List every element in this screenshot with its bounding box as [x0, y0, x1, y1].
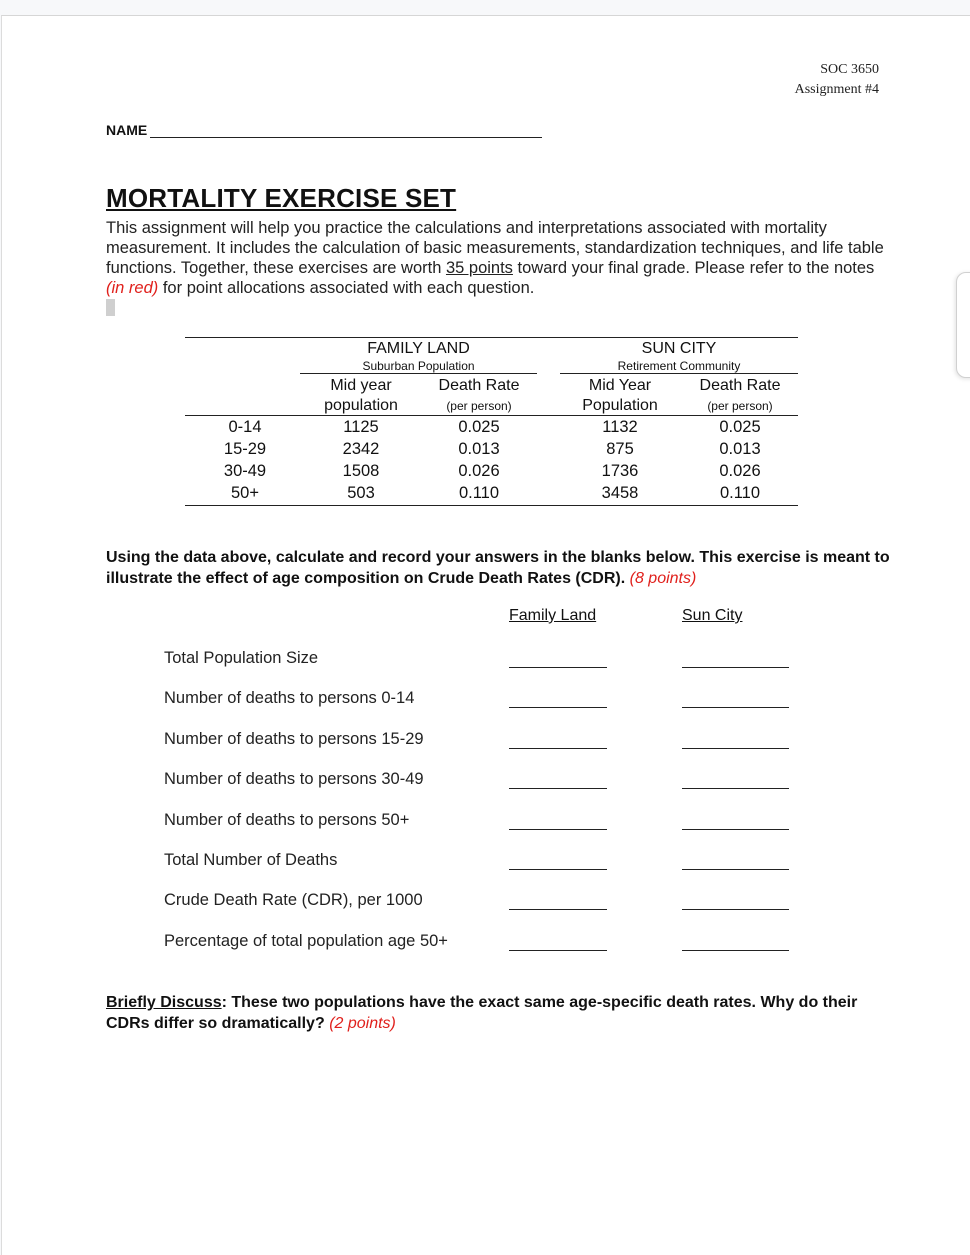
intro-points: 35 points — [445, 259, 513, 277]
answer-blank-family-land[interactable] — [509, 788, 607, 789]
answer-blank-family-land[interactable] — [509, 950, 607, 951]
name-blank-line[interactable] — [150, 123, 542, 138]
col-header-line: Mid year — [330, 377, 392, 394]
answer-blank-sun-city[interactable] — [682, 909, 789, 910]
page-title: MORTALITY EXERCISE SET — [106, 183, 457, 213]
sun-city-group-rule — [560, 373, 798, 374]
table-cell: 0.013 — [719, 440, 761, 458]
calc-row-label: Crude Death Rate (CDR), per 1000 — [164, 891, 423, 909]
calc-row-label: Number of deaths to persons 15-29 — [164, 730, 424, 748]
col-header-line: Death Rate — [699, 377, 781, 394]
question-instructions — [106, 547, 896, 589]
family-land-group-rule — [300, 373, 537, 374]
discuss-text: These two populations have the exact same age-specific death rates. Why do their CDRs differ so dramatically? — [106, 994, 858, 1032]
calc-row-label: Total Population Size — [164, 649, 319, 667]
text-cursor — [106, 299, 115, 316]
answer-blank-sun-city[interactable] — [682, 667, 789, 668]
answer-blank-sun-city[interactable] — [682, 788, 789, 789]
table-cell: 0.026 — [719, 462, 761, 480]
course-header — [795, 60, 879, 100]
answer-blank-sun-city[interactable] — [682, 869, 789, 870]
discuss-colon: : — [221, 994, 227, 1011]
col-header-line: Population — [582, 397, 658, 414]
discuss-label: Briefly Discuss — [106, 994, 222, 1011]
question-text: Using the data above, calculate and record your answers in the blanks below. This exercise is meant to illustrate the effect of age composition on Crude Death Rates (CDR). — [106, 549, 890, 587]
discussion-question — [106, 992, 896, 1034]
group-sun-city-subtitle: Retirement Community — [617, 359, 741, 373]
table-cell: 0.025 — [719, 418, 761, 436]
name-field — [106, 122, 542, 138]
answer-blank-family-land[interactable] — [509, 707, 607, 708]
answer-blank-sun-city[interactable] — [682, 950, 789, 951]
side-panel-tab[interactable] — [956, 272, 970, 378]
table-cell: 1125 — [343, 418, 379, 436]
table-cell: 1736 — [601, 462, 639, 480]
calc-row-label: Percentage of total population age 50+ — [164, 932, 448, 950]
answer-blank-family-land[interactable] — [509, 748, 607, 749]
answer-blank-family-land[interactable] — [509, 909, 607, 910]
table-cell: 0.110 — [458, 484, 500, 502]
table-cell: 1132 — [602, 418, 638, 436]
col-header-line: population — [324, 397, 398, 414]
intro-paragraph — [106, 218, 896, 298]
answer-col-sun-city: Sun City — [682, 607, 743, 624]
table-cell: 0.026 — [458, 462, 500, 480]
group-sun-city: SUN CITY — [641, 340, 717, 357]
answer-blank-family-land[interactable] — [509, 667, 607, 668]
col-header-sub: (per person) — [446, 399, 512, 413]
intro-text-3: for point allocations associated with each question. — [158, 279, 535, 297]
population-table — [185, 337, 798, 507]
table-cell: 0.013 — [458, 440, 500, 458]
answer-blank-sun-city[interactable] — [682, 748, 789, 749]
group-family-land-subtitle: Suburban Population — [362, 359, 475, 373]
question-points: (8 points) — [629, 570, 697, 587]
col-header-fl-population — [311, 376, 411, 416]
assignment-number: Assignment #4 — [794, 82, 879, 97]
table-cell: 1508 — [342, 462, 380, 480]
answer-col-family-land: Family Land — [509, 607, 597, 624]
calc-row-label: Number of deaths to persons 30-49 — [164, 770, 424, 788]
intro-red-note: (in red) — [106, 279, 159, 297]
course-code: SOC 3650 — [820, 62, 879, 77]
table-cell: 3458 — [601, 484, 639, 502]
age-group-cell: 50+ — [231, 484, 259, 502]
table-bottom-rule — [185, 505, 798, 506]
answer-blank-family-land[interactable] — [509, 869, 607, 870]
discuss-points: (2 points) — [329, 1015, 396, 1032]
table-cell: 0.110 — [719, 484, 761, 502]
table-top-rule — [185, 337, 798, 338]
answer-blank-family-land[interactable] — [509, 829, 607, 830]
intro-text-2: toward your final grade. Please refer to the notes — [512, 259, 875, 277]
table-cell: 2342 — [342, 440, 380, 458]
name-label: NAME — [106, 122, 148, 138]
col-header-line: Mid Year — [588, 377, 652, 394]
col-header-sc-death-rate — [690, 376, 790, 416]
intro-text-1: This assignment will help you practice the calculations and interpretations associated with mortality measurement. It includes the calculation of basic measurements, standardization techniques, and life table functions. Together, these exercises are worth — [106, 219, 884, 277]
group-family-land: FAMILY LAND — [367, 340, 470, 357]
table-cell: 0.025 — [458, 418, 500, 436]
calc-row-label: Number of deaths to persons 0-14 — [164, 689, 415, 707]
answer-blank-sun-city[interactable] — [682, 707, 789, 708]
age-group-cell: 0-14 — [228, 418, 262, 436]
col-header-line: Death Rate — [438, 377, 520, 394]
col-header-sub: (per person) — [707, 399, 773, 413]
col-header-sc-population — [570, 376, 670, 416]
table-cell: 503 — [347, 484, 375, 502]
table-cell: 875 — [606, 440, 634, 458]
calc-row-label: Number of deaths to persons 50+ — [164, 811, 410, 829]
age-group-cell: 15-29 — [223, 440, 267, 458]
age-group-cell: 30-49 — [223, 462, 267, 480]
col-header-fl-death-rate — [429, 376, 529, 416]
answer-blank-sun-city[interactable] — [682, 829, 789, 830]
calc-row-label: Total Number of Deaths — [164, 851, 338, 869]
